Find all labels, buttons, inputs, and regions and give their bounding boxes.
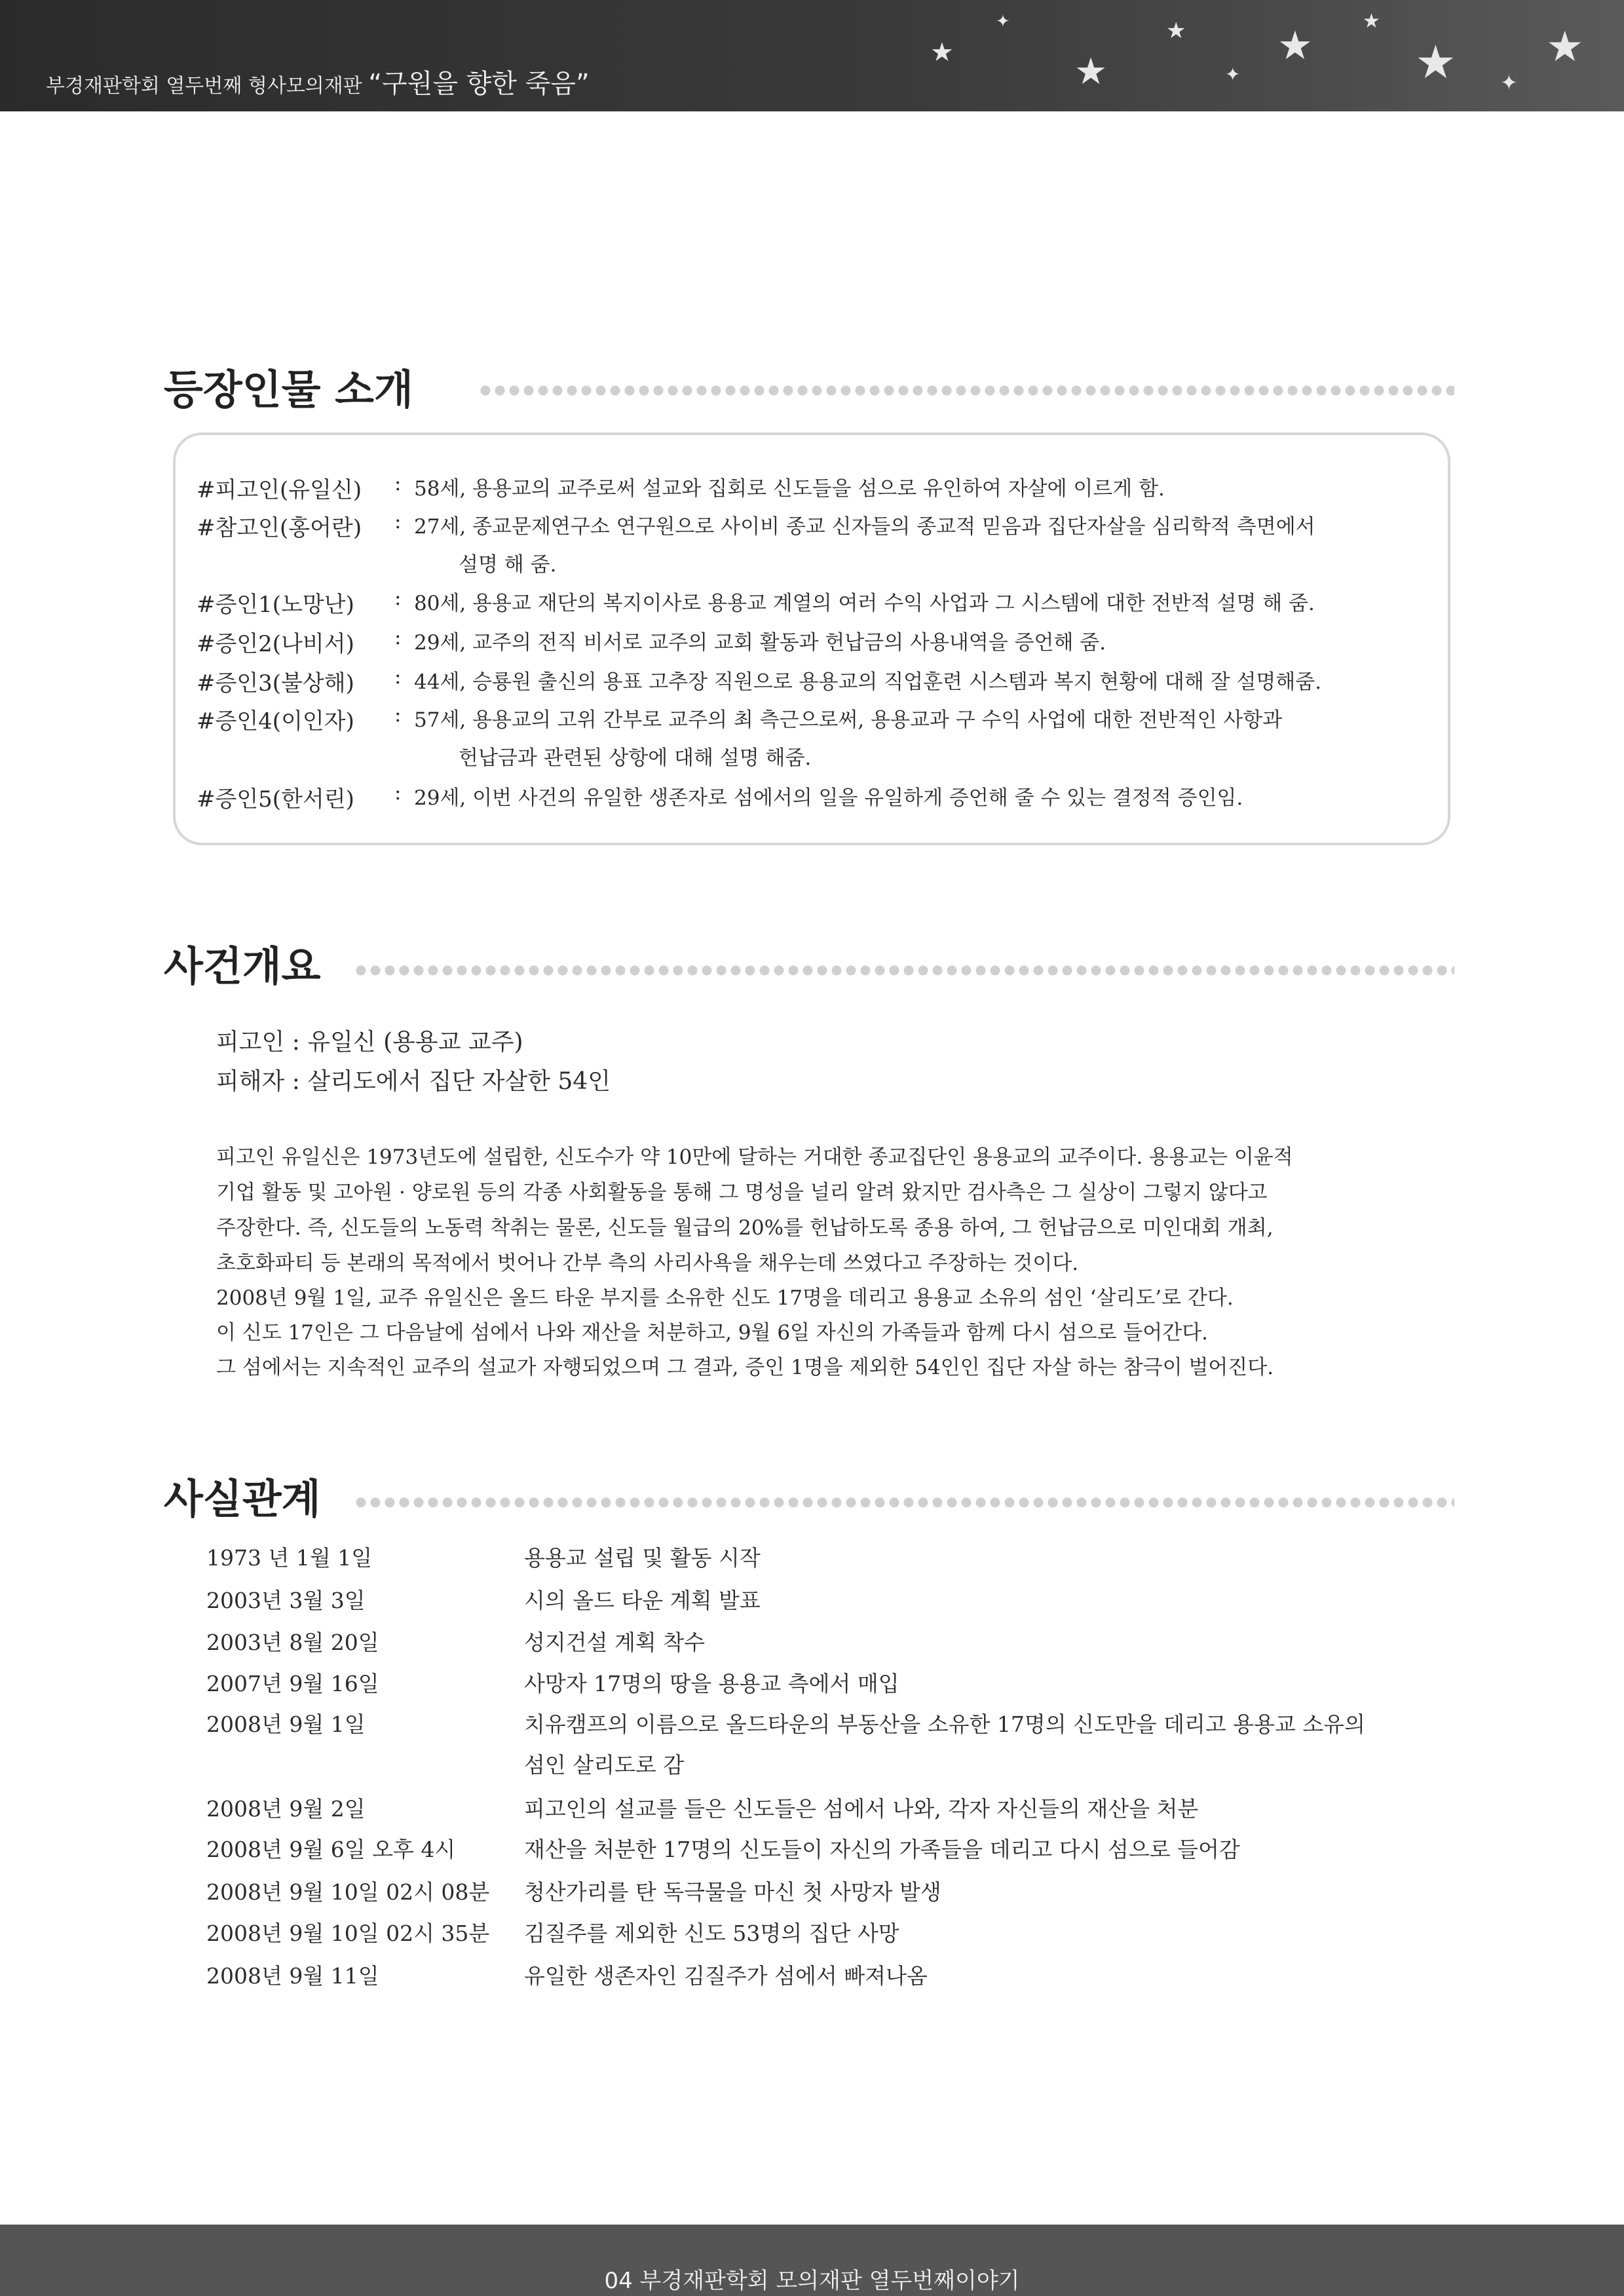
timeline-event: 김질주를 제외한 신도 53명의 집단 사망: [524, 1921, 899, 1946]
cast-label: #피고인(유일신): [197, 477, 362, 503]
timeline-event-continued: 섬인 살리도로 감: [524, 1752, 685, 1778]
star-icon: ★: [1166, 18, 1186, 44]
section-divider: [354, 963, 1454, 976]
header-subtitle: “구원을 향한 죽음”: [368, 69, 590, 99]
cast-desc: 29세, 교주의 전직 비서로 교주의 교회 활동과 헌납금의 사용내역을 증언해 줌.: [414, 631, 1106, 655]
facts-section-title: 사실관계: [164, 1475, 321, 1523]
timeline-event: 성지건설 계획 착수: [524, 1630, 706, 1655]
victims-line: 피해자 : 살리도에서 집단 자살한 54인: [216, 1068, 611, 1095]
footer-text: 04 부경재판학회 모의재판 열두번째이야기: [604, 2268, 1020, 2294]
timeline-date: 2008년 9월 6일 오후 4시: [206, 1837, 456, 1862]
star-icon: ✦: [1500, 70, 1518, 95]
timeline-event: 피고인의 설교를 들은 신도들은 섬에서 나와, 각자 자신들의 재산을 처분: [524, 1796, 1199, 1822]
cast-desc-continued: 헌납금과 관련된 상항에 대해 설명 해줌.: [459, 746, 812, 770]
timeline-date: 1973 년 1월 1일: [206, 1545, 373, 1571]
overview-paragraph-line: 그 섬에서는 지속적인 교주의 설교가 자행되었으며 그 결과, 증인 1명을 제외한 54인인 집단 자살 하는 참극이 벌어진다.: [216, 1356, 1274, 1379]
cast-colon: :: [394, 703, 402, 727]
overview-paragraph-line: 2008년 9월 1일, 교주 유일신은 올드 타운 부지를 소유한 신도 17명을 데리고 용용교 소유의 섬인 ‘살리도’로 간다.: [216, 1286, 1234, 1310]
star-icon: ★: [1074, 50, 1108, 93]
cast-section-title: 등장인물 소개: [164, 366, 413, 413]
timeline-date: 2008년 9월 1일: [206, 1712, 366, 1737]
timeline-date: 2003년 8월 20일: [206, 1630, 379, 1655]
cast-colon: :: [394, 665, 402, 689]
cast-desc-continued: 설명 해 줌.: [459, 553, 557, 577]
timeline-date: 2008년 9월 10일 02시 35분: [206, 1921, 490, 1946]
star-icon: ★: [1277, 23, 1313, 69]
star-icon: ✦: [996, 12, 1010, 31]
overview-paragraph-line: 초호화파티 등 본래의 목적에서 벗어나 간부 측의 사리사욕을 채우는데 쓰였다고 주장하는 것이다.: [216, 1252, 1079, 1275]
timeline-date: 2008년 9월 11일: [206, 1963, 379, 1989]
star-icon: ✦: [1225, 64, 1241, 85]
timeline-date: 2008년 9월 10일 02시 08분: [206, 1879, 490, 1905]
overview-section-title: 사건개요: [164, 942, 321, 990]
timeline-event: 사망자 17명의 땅을 용용교 측에서 매입: [524, 1671, 899, 1696]
overview-paragraph-line: 주장한다. 즉, 신도들의 노동력 착취는 물론, 신도들 월급의 20%를 헌납하도록 종용 하여, 그 헌납금으로 미인대회 개최,: [216, 1216, 1274, 1240]
star-icon: ★: [930, 37, 954, 67]
header-band: [0, 0, 1624, 111]
header-title: [46, 63, 590, 100]
cast-colon: :: [394, 472, 402, 495]
cast-label: #증인5(한서린): [197, 786, 354, 813]
timeline-date: 2007년 9월 16일: [206, 1671, 379, 1696]
star-icon: ★: [1363, 10, 1380, 33]
defendant-line: 피고인 : 유일신 (용용교 교주): [216, 1029, 523, 1056]
timeline-event: 청산가리를 탄 독극물을 마신 첫 사망자 발생: [524, 1879, 941, 1905]
cast-desc: 27세, 종교문제연구소 연구원으로 사이비 종교 신자들의 종교적 믿음과 집단자살을 심리학적 측면에서: [414, 515, 1315, 539]
cast-label: #증인4(이인자): [197, 708, 354, 735]
cast-label: #증인1(노망난): [197, 592, 354, 618]
cast-colon: :: [394, 626, 402, 649]
timeline-date: 2003년 3월 3일: [206, 1588, 366, 1613]
cast-label: #증인2(나비서): [197, 631, 354, 657]
overview-paragraph-line: 기업 활동 및 고아원 · 양로원 등의 각종 사회활동을 통해 그 명성을 널리 알려 왔지만 검사측은 그 실상이 그렇지 않다고: [216, 1181, 1268, 1204]
cast-label: #참고인(홍어란): [197, 515, 362, 541]
section-divider: [354, 1495, 1454, 1508]
section-divider: [478, 383, 1454, 396]
star-icon: ★: [1546, 23, 1584, 71]
timeline-date: 2008년 9월 2일: [206, 1796, 366, 1822]
cast-colon: :: [394, 586, 402, 610]
timeline-event: 용용교 설립 및 활동 시작: [524, 1545, 761, 1571]
cast-desc: 29세, 이번 사건의 유일한 생존자로 섬에서의 일을 유일하게 증언해 줄 수 있는 결정적 증인임.: [414, 786, 1243, 810]
cast-desc: 80세, 용용교 재단의 복지이사로 용용교 계열의 여러 수익 사업과 그 시스템에 대한 전반적 설명 해 줌.: [414, 592, 1315, 615]
star-icon: ★: [1415, 35, 1456, 89]
cast-desc: 58세, 용용교의 교주로써 설교와 집회로 신도들을 섬으로 유인하여 자살에 이르게 함.: [414, 477, 1165, 501]
timeline-event: 유일한 생존자인 김질주가 섬에서 빠져나옴: [524, 1963, 928, 1989]
cast-desc: 44세, 승룡원 출신의 용표 고추장 직원으로 용용교의 직업훈련 시스템과 복지 현황에 대해 잘 설명해줌.: [414, 670, 1322, 694]
timeline-event: 재산을 처분한 17명의 신도들이 자신의 가족들을 데리고 다시 섬으로 들어감: [524, 1837, 1240, 1862]
cast-colon: :: [394, 781, 402, 805]
timeline-event: 시의 올드 타운 계획 발표: [524, 1588, 761, 1613]
overview-paragraph-line: 이 신도 17인은 그 다음날에 섬에서 나와 재산을 처분하고, 9월 6일 자신의 가족들과 함께 다시 섬으로 들어간다.: [216, 1321, 1208, 1345]
overview-paragraph-line: 피고인 유일신은 1973년도에 설립한, 신도수가 약 10만에 달하는 거대한 종교집단인 용용교의 교주이다. 용용교는 이윤적: [216, 1145, 1293, 1169]
cast-colon: :: [394, 510, 402, 533]
cast-desc: 57세, 용용교의 고위 간부로 교주의 최 측근으로써, 용용교과 구 수익 사업에 대한 전반적인 사항과: [414, 708, 1283, 732]
header-title-text: 부경재판학회 열두번째 형사모의재판: [46, 75, 362, 98]
cast-label: #증인3(불상해): [197, 670, 354, 697]
timeline-event: 치유캠프의 이름으로 올드타운의 부동산을 소유한 17명의 신도만을 데리고 용용교 소유의: [524, 1712, 1366, 1737]
